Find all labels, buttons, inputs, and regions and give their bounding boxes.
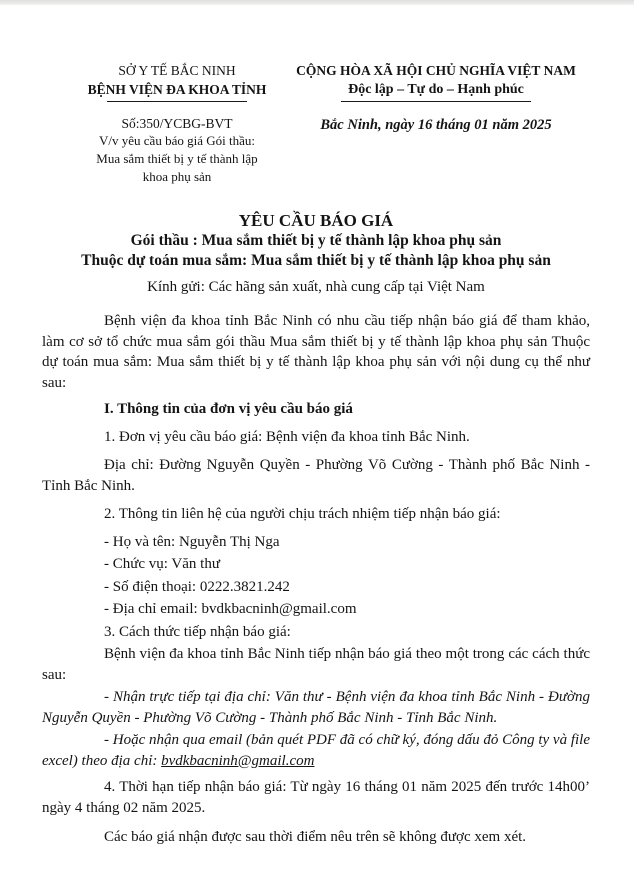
- contact-email-line: - Địa chỉ email: bvdkbacninh@gmail.com: [104, 601, 357, 617]
- title-budget-line: Thuộc dự toán mua sắm: Mua sắm thiết bị y tế thành lập khoa phụ sản: [81, 252, 551, 269]
- doc-subject-line-1: V/v yêu cầu báo giá Gói thầu:: [99, 133, 255, 148]
- title-block: [42, 210, 590, 297]
- document-page: [42, 5, 590, 853]
- doc-subject-line-3: khoa phụ sản: [142, 169, 212, 184]
- document-number: Số:350/YCBG-BVT: [121, 116, 233, 131]
- national-motto-block: [282, 62, 590, 134]
- item-1-requesting-unit: 1. Đơn vị yêu cầu báo giá: Bệnh viện đa khoa tỉnh Bắc Ninh.: [104, 428, 470, 445]
- national-title: CỘNG HÒA XÃ HỘI CHỦ NGHĨA VIỆT NAM: [296, 63, 576, 78]
- salutation-line: Kính gửi: Các hãng sản xuất, nhà cung cấp tại Việt Nam: [147, 279, 485, 295]
- issuing-org-block: [52, 62, 302, 186]
- address-paragraph: Địa chỉ: Đường Nguyễn Quyền - Phường Võ Cường - Thành phố Bắc Ninh - Tỉnh Bắc Ninh.: [42, 457, 590, 494]
- item-2-contact-heading: 2. Thông tin liên hệ của người chịu trách nhiệm tiếp nhận báo giá:: [104, 506, 501, 522]
- motto-underline: [341, 101, 531, 102]
- place-date-line: Bắc Ninh, ngày 16 tháng 01 năm 2025: [320, 117, 552, 133]
- document-title: YÊU CẦU BÁO GIÁ: [238, 211, 394, 230]
- org-name: BỆNH VIỆN ĐA KHOA TỈNH: [87, 82, 267, 97]
- org-underline: [107, 101, 247, 102]
- item-3-method-heading: 3. Cách thức tiếp nhận báo giá:: [104, 623, 291, 640]
- item-4-deadline: 4. Thời hạn tiếp nhận báo giá: Từ ngày 16 tháng 01 năm 2025 đến trước 14h00’ ngày 4 tháng 02 năm 2025.: [42, 779, 590, 816]
- section-1-heading: I. Thông tin của đơn vị yêu cầu báo giá: [104, 401, 353, 417]
- email-link: bvdkbacninh@gmail.com: [161, 752, 315, 769]
- national-motto: Độc lập – Tự do – Hạnh phúc: [348, 82, 524, 97]
- intro-paragraph: Bệnh viện đa khoa tỉnh Bắc Ninh có nhu cầu tiếp nhận báo giá để tham khảo, làm cơ sở tổ chức mua sắm gói thầu Mua sắm thiết bị y tế thành lập khoa phụ sản Thuộc dự toán mua sắm: Mua sắm thiết bị y tế thành lập khoa phụ sản với nội dung cụ thể như sau:: [42, 313, 590, 391]
- document-header: [42, 62, 590, 210]
- parent-org-name: SỞ Y TẾ BẮC NINH: [118, 63, 236, 78]
- method-email-paragraph: [42, 730, 590, 771]
- title-package-line: Gói thầu : Mua sắm thiết bị y tế thành lập khoa phụ sản: [130, 232, 502, 249]
- contact-phone-line: - Số điện thoại: 0222.3821.242: [104, 578, 290, 595]
- doc-subject-line-2: Mua sắm thiết bị y tế thành lập: [96, 151, 258, 166]
- contact-position-line: - Chức vụ: Văn thư: [104, 556, 220, 572]
- document-body: [42, 311, 590, 848]
- item-3-description: Bệnh viện đa khoa tỉnh Bắc Ninh tiếp nhận báo giá theo một trong các cách thức sau:: [42, 646, 590, 683]
- method-direct-paragraph: - Nhận trực tiếp tại địa chỉ: Văn thư - Bệnh viện đa khoa tỉnh Bắc Ninh - Đường Nguyễn Quyền - Phường Võ Cường - Thành phố Bắc Ninh - Tỉnh Bắc Ninh.: [42, 689, 590, 726]
- closing-note: Các báo giá nhận được sau thời điểm nêu trên sẽ không được xem xét.: [104, 829, 527, 845]
- method-email-text: - Hoặc nhận qua email (bản quét PDF đã có chữ ký, đóng dấu đỏ Công ty và file excel) theo địa chỉ:: [42, 732, 590, 769]
- contact-name-line: - Họ và tên: Nguyễn Thị Nga: [104, 533, 280, 550]
